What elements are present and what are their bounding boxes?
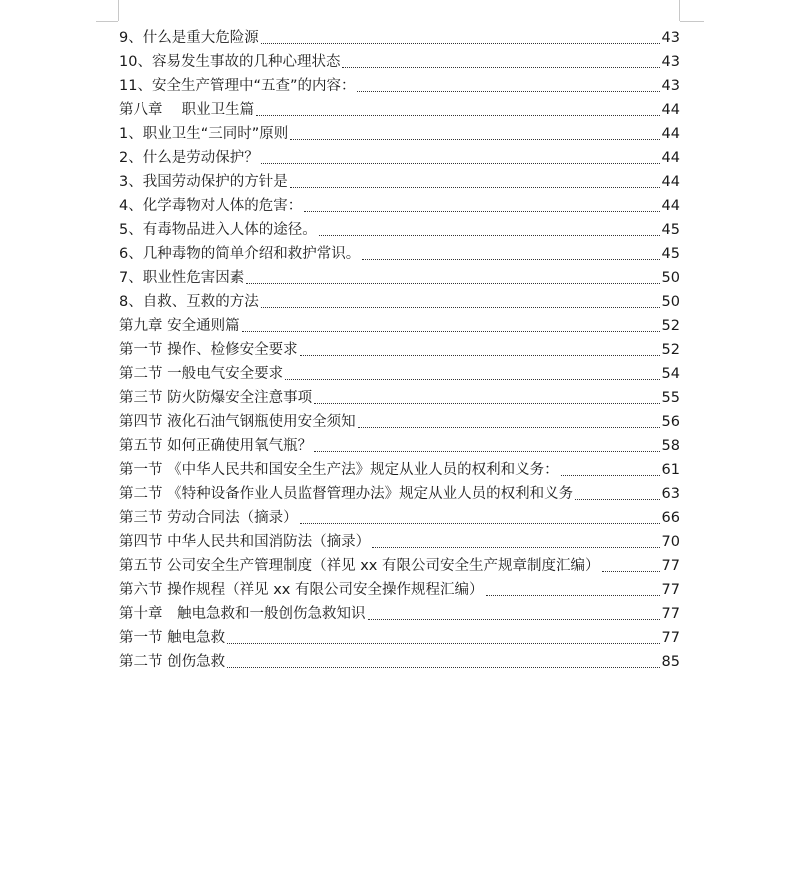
crop-mark-top-left-horizontal [96,21,118,22]
toc-entry[interactable] [119,504,680,528]
toc-entry-page-number: 55 [661,390,680,406]
toc-entry-title: 4、化学毒物对人体的危害： [119,198,303,214]
toc-entry[interactable] [119,408,680,432]
toc-entry-title: 11、安全生产管理中“五查”的内容： [119,78,356,94]
toc-entry-page-number: 63 [661,486,680,502]
toc-entry-page-number: 43 [661,54,680,70]
toc-entry[interactable] [119,192,680,216]
toc-dot-leader [314,402,659,404]
toc-entry[interactable] [119,264,680,288]
toc-dot-leader [261,162,660,164]
toc-entry-page-number: 77 [661,582,680,598]
toc-entry-title: 第九章 安全通则篇 [119,318,240,334]
toc-entry-title: 第四节 中华人民共和国消防法（摘录） [119,534,371,550]
toc-entry[interactable] [119,576,680,600]
table-of-contents [119,24,680,672]
toc-entry[interactable] [119,240,680,264]
toc-entry-title: 第五节 如何正确使用氧气瓶？ [119,438,313,454]
toc-entry-title: 2、什么是劳动保护？ [119,150,259,166]
toc-dot-leader [227,642,659,644]
toc-entry-title: 第三节 劳动合同法（摘录） [119,510,298,526]
toc-entry-page-number: 52 [661,342,680,358]
toc-dot-leader [372,546,659,548]
toc-entry[interactable] [119,600,680,624]
toc-entry[interactable] [119,528,680,552]
toc-entry-page-number: 44 [661,174,680,190]
toc-entry[interactable] [119,168,680,192]
toc-entry[interactable] [119,432,680,456]
toc-entry[interactable] [119,216,680,240]
toc-entry-page-number: 44 [661,150,680,166]
toc-dot-leader [575,498,659,500]
toc-entry[interactable] [119,360,680,384]
toc-entry[interactable] [119,648,680,672]
toc-entry-title: 5、有毒物品进入人体的途径。 [119,222,317,238]
toc-entry[interactable] [119,456,680,480]
toc-entry-title: 第一节 触电急救 [119,630,226,646]
crop-mark-top-left-vertical [118,0,119,21]
toc-entry-page-number: 44 [661,126,680,142]
toc-entry-title: 8、自救、互救的方法 [119,294,259,310]
toc-entry-page-number: 77 [661,558,680,574]
toc-dot-leader [357,90,659,92]
toc-dot-leader [300,522,660,524]
toc-entry-title: 第一节 操作、检修安全要求 [119,342,298,358]
toc-entry[interactable] [119,144,680,168]
toc-entry-page-number: 52 [661,318,680,334]
toc-dot-leader [290,186,660,188]
toc-dot-leader [362,258,659,260]
toc-entry-page-number: 77 [661,630,680,646]
toc-entry-title: 3、我国劳动保护的方针是 [119,174,288,190]
toc-entry-title: 7、职业性危害因素 [119,270,245,286]
toc-entry-page-number: 70 [661,534,680,550]
toc-entry-page-number: 66 [661,510,680,526]
toc-entry-title: 第一节 《中华人民共和国安全生产法》规定从业人员的权利和义务： [119,462,559,478]
toc-dot-leader [261,306,660,308]
toc-entry-title: 第二节 《特种设备作业人员监督管理办法》规定从业人员的权利和义务 [119,486,574,502]
toc-entry-title: 第二节 一般电气安全要求 [119,366,284,382]
toc-entry-title: 6、几种毒物的简单介绍和救护常识。 [119,246,361,262]
toc-entry-title: 1、职业卫生“三同时”原则 [119,126,289,142]
toc-entry-page-number: 44 [661,102,680,118]
toc-dot-leader [561,474,660,476]
toc-entry-title: 第四节 液化石油气钢瓶使用安全须知 [119,414,356,430]
toc-dot-leader [358,426,660,428]
toc-entry[interactable] [119,312,680,336]
toc-entry-title: 第五节 公司安全生产管理制度（祥见 xx 有限公司安全生产规章制度汇编） [119,558,600,574]
toc-dot-leader [602,570,660,572]
toc-dot-leader [290,138,659,140]
toc-entry-page-number: 61 [661,462,680,478]
toc-entry-page-number: 43 [661,78,680,94]
toc-entry[interactable] [119,480,680,504]
toc-dot-leader [304,210,659,212]
toc-dot-leader [368,618,660,620]
toc-entry-page-number: 43 [661,30,680,46]
toc-entry-page-number: 56 [661,414,680,430]
toc-entry[interactable] [119,336,680,360]
toc-entry-title: 第二节 创伤急救 [119,654,226,670]
toc-dot-leader [342,66,659,68]
toc-dot-leader [246,282,659,284]
toc-dot-leader [300,354,660,356]
toc-entry[interactable] [119,96,680,120]
toc-entry-page-number: 45 [661,222,680,238]
toc-entry[interactable] [119,120,680,144]
toc-entry-title: 第八章 职业卫生篇 [119,102,255,118]
toc-entry-title: 第六节 操作规程（祥见 xx 有限公司安全操作规程汇编） [119,582,484,598]
toc-entry-title: 第三节 防火防爆安全注意事项 [119,390,313,406]
toc-entry[interactable] [119,24,680,48]
toc-entry-page-number: 45 [661,246,680,262]
toc-dot-leader [261,42,660,44]
toc-entry-page-number: 85 [661,654,680,670]
toc-entry[interactable] [119,384,680,408]
toc-entry-title: 10、容易发生事故的几种心理状态 [119,54,341,70]
toc-dot-leader [227,666,659,668]
crop-mark-top-right-vertical [679,0,680,21]
toc-dot-leader [319,234,660,236]
toc-dot-leader [486,594,660,596]
toc-entry[interactable] [119,72,680,96]
toc-entry-page-number: 50 [661,270,680,286]
toc-entry-page-number: 50 [661,294,680,310]
toc-dot-leader [256,114,659,116]
toc-entry-page-number: 44 [661,198,680,214]
toc-entry-page-number: 54 [661,366,680,382]
crop-mark-top-right-horizontal [680,21,704,22]
toc-entry[interactable] [119,552,680,576]
toc-dot-leader [314,450,659,452]
toc-entry-title: 9、什么是重大危险源 [119,30,259,46]
toc-entry[interactable] [119,48,680,72]
toc-entry[interactable] [119,624,680,648]
toc-dot-leader [242,330,660,332]
toc-entry-page-number: 77 [661,606,680,622]
toc-entry-title: 第十章 触电急救和一般创伤急救知识 [119,606,366,622]
toc-entry[interactable] [119,288,680,312]
toc-dot-leader [285,378,659,380]
toc-entry-page-number: 58 [661,438,680,454]
